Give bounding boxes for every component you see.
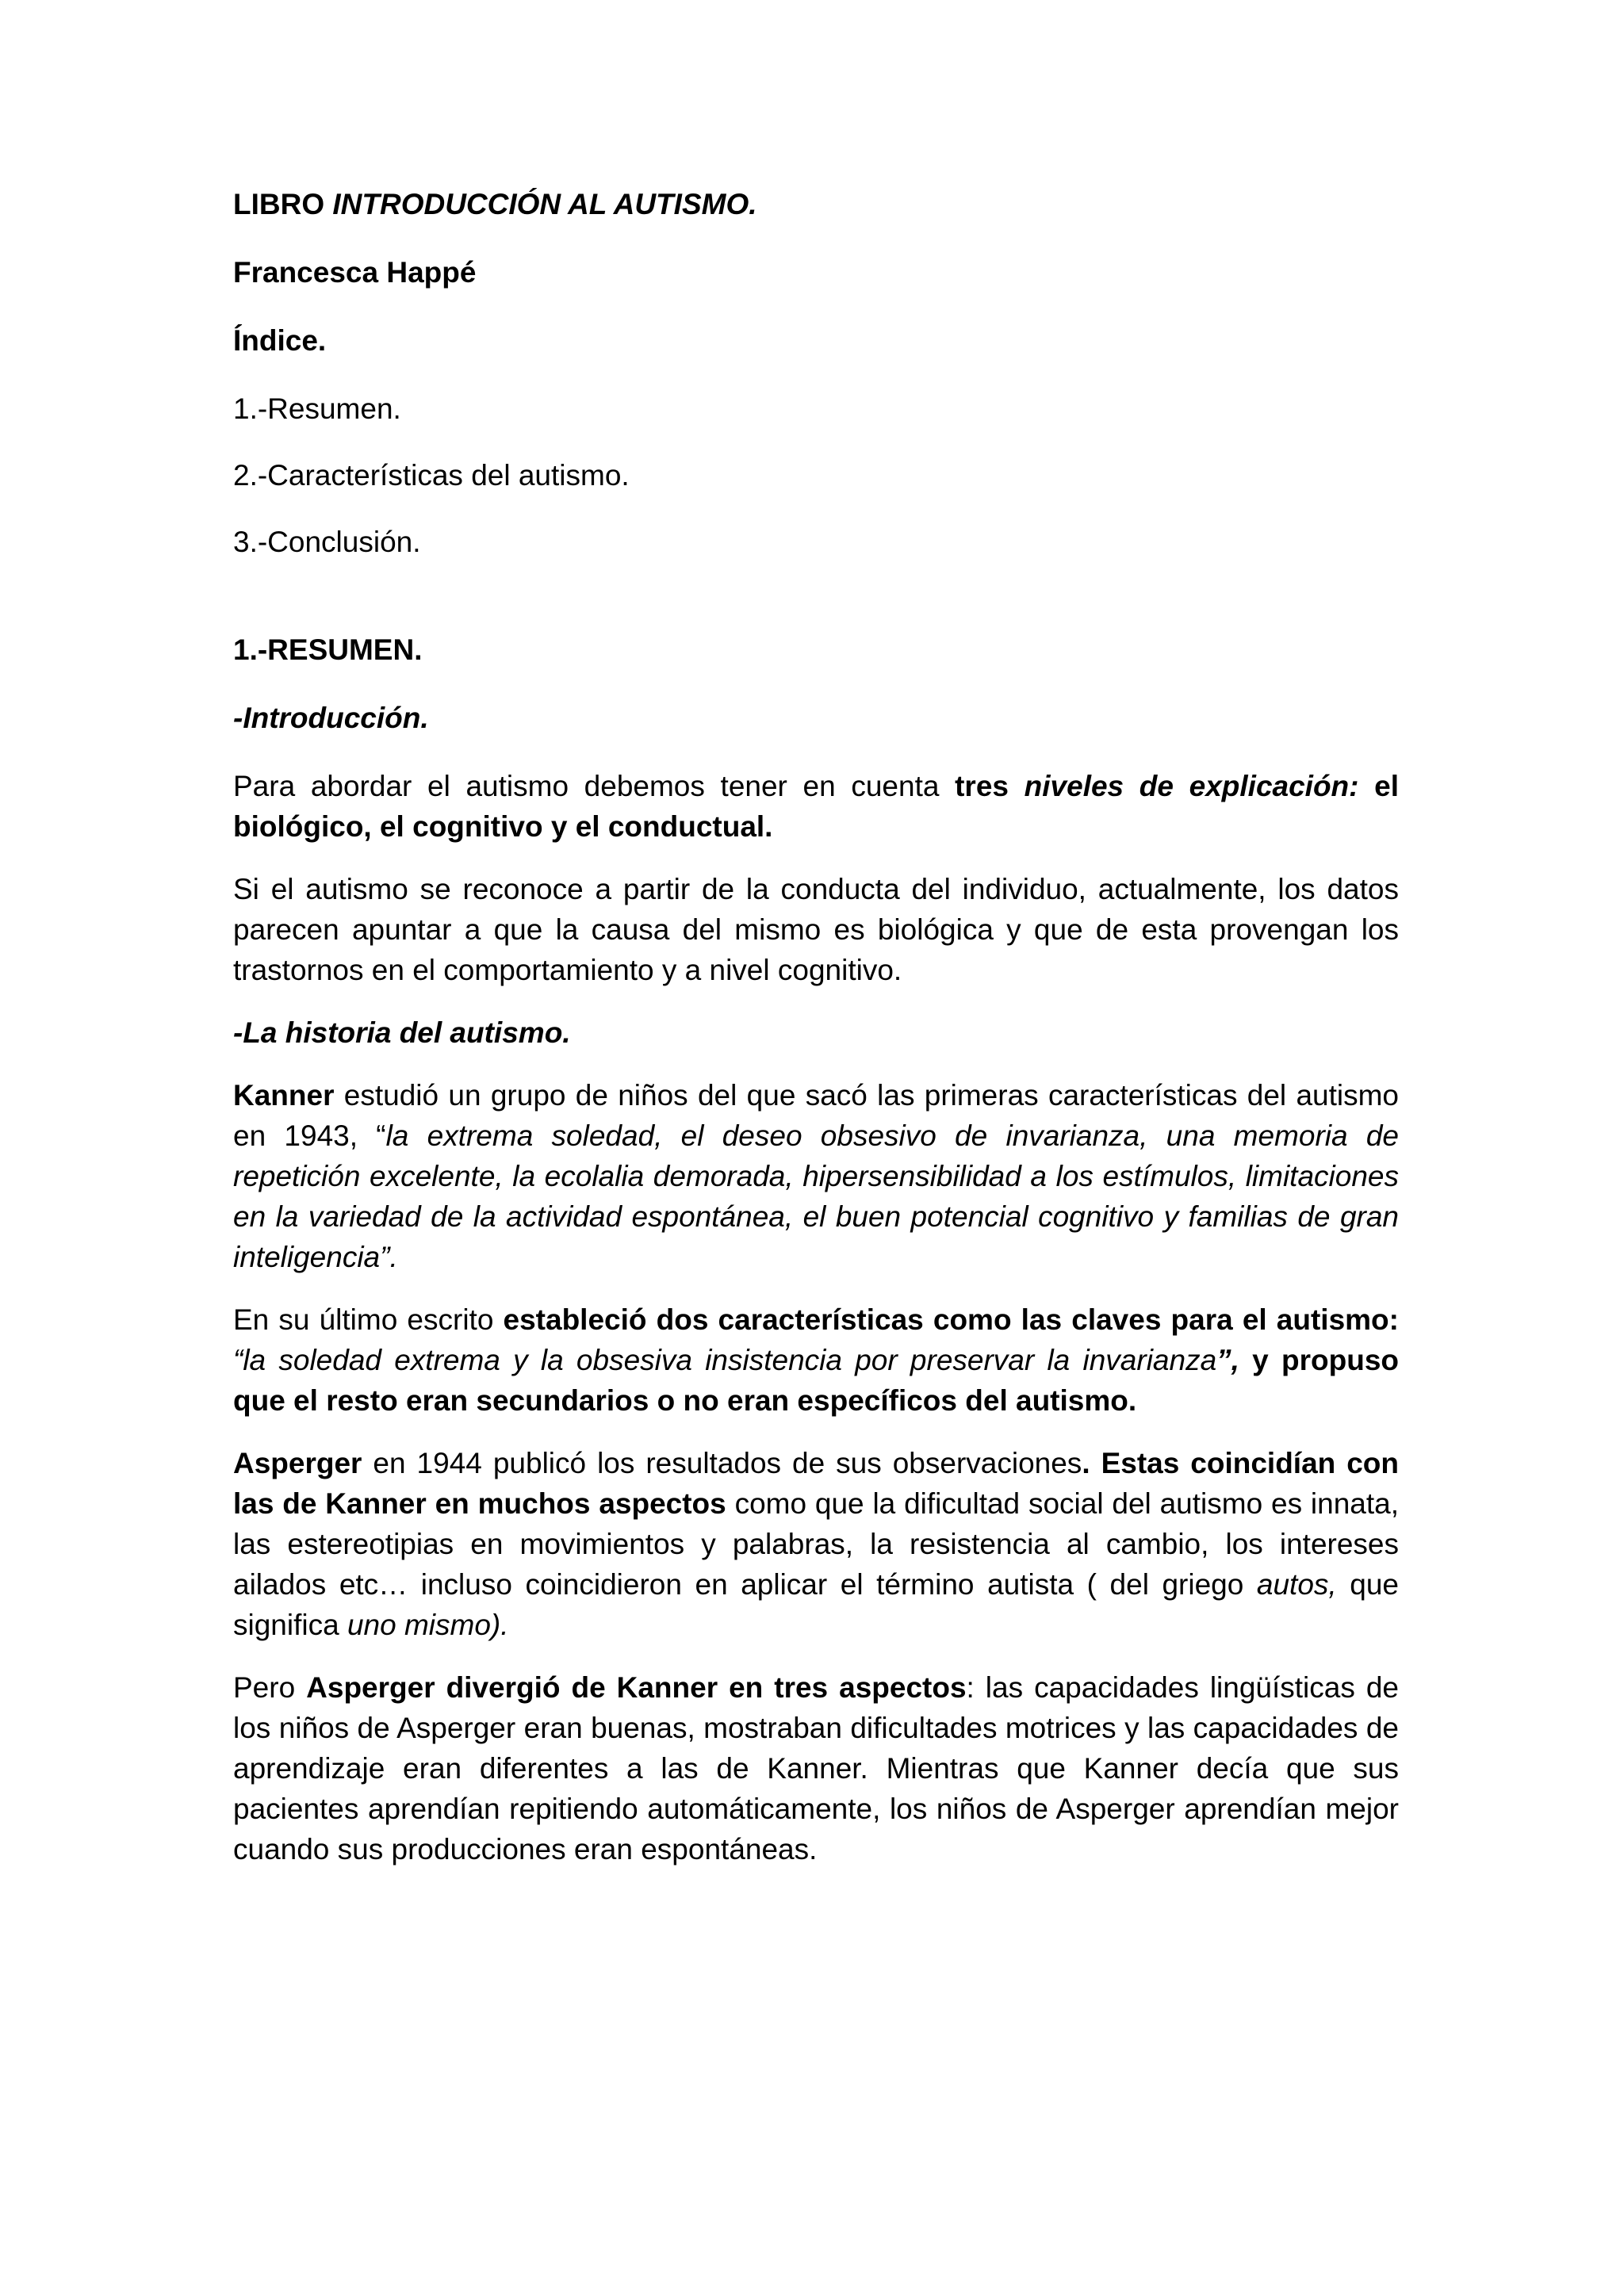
title-italic: INTRODUCCIÓN AL AUTISMO. bbox=[332, 188, 757, 220]
bold-run: Asperger divergió de Kanner en tres aspectos bbox=[306, 1671, 967, 1704]
index-heading: Índice. bbox=[233, 324, 327, 357]
document-page bbox=[233, 184, 1399, 1869]
italic-run: la extrema soledad, el deseo obsesivo de invarianza, una memoria de repetición excelente, la ecolalia demorada, hipersensibilidad a los estímulos, limitaciones en la variedad de la actividad espontánea, el buen potencial cognitivo y familias de gran inteligencia”. bbox=[233, 1119, 1399, 1273]
text-run: que significa bbox=[233, 1568, 1399, 1641]
history-paragraph-kanner bbox=[233, 1075, 1399, 1277]
history-paragraph-asperger bbox=[233, 1443, 1399, 1645]
bold-italic-run: ”, bbox=[1216, 1344, 1239, 1376]
bold-run: el biológico, el cognitivo y el conductual. bbox=[233, 770, 1400, 843]
section-heading-resumen: 1.-RESUMEN. bbox=[233, 633, 423, 666]
italic-run: uno mismo). bbox=[347, 1609, 509, 1641]
title-prefix: LIBRO bbox=[233, 188, 333, 220]
intro-paragraph-1 bbox=[233, 766, 1399, 847]
index-item-conclusion: 3.-Conclusión. bbox=[233, 526, 421, 558]
document-title bbox=[233, 184, 1399, 224]
italic-run: “la soledad extrema y la obsesiva insistencia por preservar la invarianza bbox=[233, 1344, 1217, 1376]
subheading-historia: -La historia del autismo. bbox=[233, 1016, 571, 1049]
text-run: Para abordar el autismo debemos tener en cuenta bbox=[233, 770, 956, 802]
bold-run: tres bbox=[955, 770, 1025, 802]
bold-run: estableció dos características como las claves para el autismo: bbox=[503, 1303, 1399, 1336]
index-item-resumen: 1.-Resumen. bbox=[233, 392, 401, 425]
text-run: estudió un grupo de niños del que sacó las primeras características del autismo en 1943, “ bbox=[233, 1079, 1399, 1152]
intro-paragraph-2: Si el autismo se reconoce a partir de la conducta del individuo, actualmente, los datos parecen apuntar a que la causa del mismo es biológica y que de esta provengan los trastornos en el comportamiento y a nivel cognitivo. bbox=[233, 873, 1399, 986]
bold-run: Kanner bbox=[233, 1079, 335, 1112]
author-name: Francesca Happé bbox=[233, 256, 477, 289]
history-paragraph-claves bbox=[233, 1299, 1399, 1421]
history-paragraph-divergencia bbox=[233, 1667, 1399, 1869]
bold-italic-run: niveles de explicación: bbox=[1024, 770, 1359, 802]
subheading-introduccion: -Introducción. bbox=[233, 702, 429, 734]
bold-run: . Estas coincidían con las de Kanner en muchos aspectos bbox=[233, 1447, 1400, 1520]
text-run: como que la dificultad social del autismo es innata, las estereotipias en movimientos y palabras, la resistencia al cambio, los intereses ailados etc… incluso coincidieron en aplicar el término autista ( del griego bbox=[233, 1487, 1400, 1601]
bold-run: y propuso que el resto eran secundarios o no eran específicos del autismo. bbox=[233, 1344, 1399, 1417]
index-item-caracteristicas: 2.-Características del autismo. bbox=[233, 459, 630, 492]
bold-run: Asperger bbox=[233, 1447, 362, 1479]
italic-run: autos, bbox=[1256, 1568, 1337, 1601]
text-run: : las capacidades lingüísticas de los niños de Asperger eran buenas, mostraban dificultades motrices y las capacidades de aprendizaje eran diferentes a las de Kanner. Mientras que Kanner decía que sus pacientes aprendían repitiendo automáticamente, los niños de Asperger aprendían mejor cuando sus producciones eran espontáneas. bbox=[233, 1671, 1399, 1866]
text-run: En su último escrito bbox=[233, 1303, 504, 1336]
text-run: en 1944 publicó los resultados de sus observaciones bbox=[362, 1447, 1082, 1479]
text-run: Pero bbox=[233, 1671, 307, 1704]
